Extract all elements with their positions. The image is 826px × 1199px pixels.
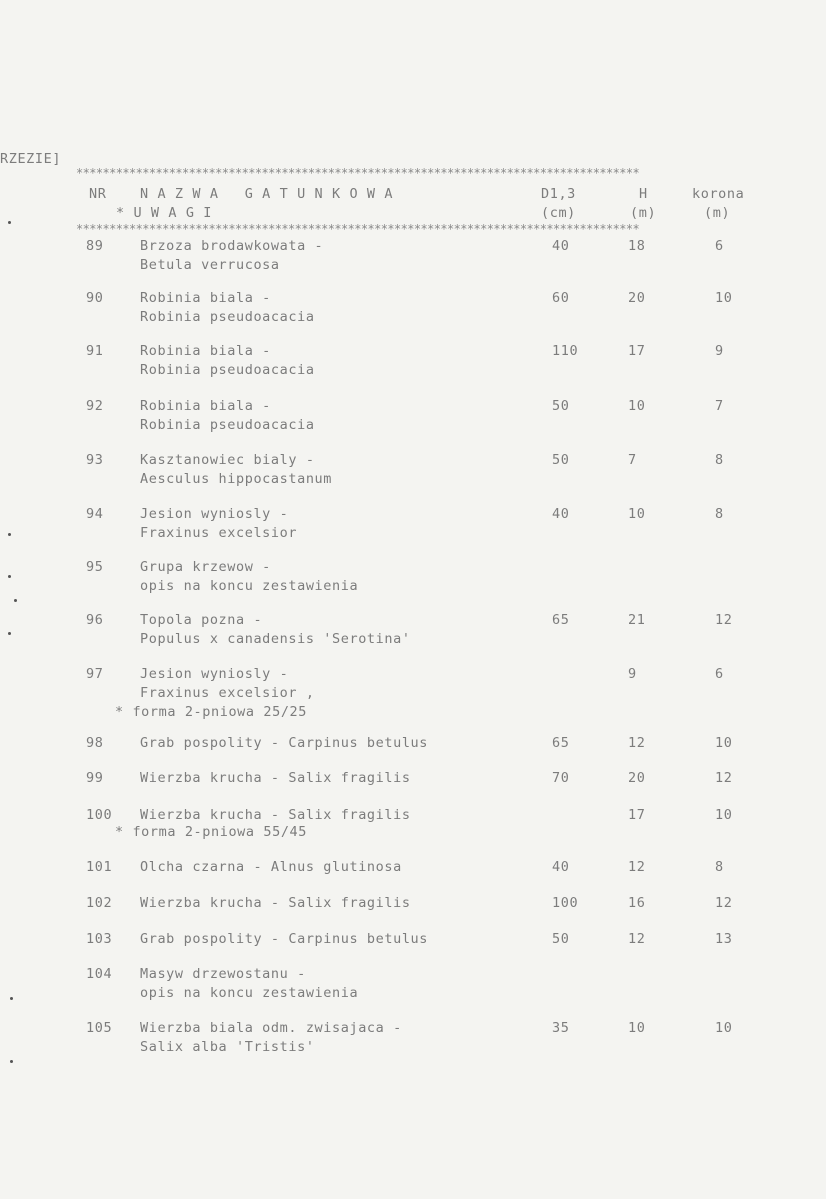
row-uwagi: * forma 2-pniowa 55/45 bbox=[115, 824, 308, 840]
row-nr: 101 bbox=[86, 859, 113, 875]
row-korona: 10 bbox=[715, 735, 733, 751]
header-nr: NR bbox=[89, 186, 107, 202]
row-nr: 94 bbox=[86, 506, 104, 522]
row-d13: 110 bbox=[552, 343, 579, 359]
row-nr: 89 bbox=[86, 238, 104, 254]
row-nr: 93 bbox=[86, 452, 104, 468]
row-nr: 100 bbox=[86, 807, 113, 823]
row-korona: 6 bbox=[715, 666, 724, 682]
row-name: Grab pospolity - Carpinus betulus bbox=[140, 735, 429, 751]
scan-speck bbox=[8, 533, 11, 536]
row-korona: 12 bbox=[715, 612, 733, 628]
row-height: 17 bbox=[628, 807, 646, 823]
header-name: N A Z W A G A T U N K O W A bbox=[140, 186, 394, 202]
row-name-latin: opis na koncu zestawienia bbox=[140, 578, 359, 594]
row-nr: 92 bbox=[86, 398, 104, 414]
header-uwagi: * U W A G I bbox=[116, 205, 213, 221]
row-height: 16 bbox=[628, 895, 646, 911]
scan-speck bbox=[8, 221, 11, 224]
row-d13: 100 bbox=[552, 895, 579, 911]
row-nr: 103 bbox=[86, 931, 113, 947]
row-name: Grupa krzewow - bbox=[140, 559, 271, 575]
scan-speck bbox=[8, 575, 11, 578]
header-korona: korona bbox=[692, 186, 745, 202]
row-d13: 70 bbox=[552, 770, 570, 786]
row-d13: 50 bbox=[552, 931, 570, 947]
row-korona: 6 bbox=[715, 238, 724, 254]
row-height: 20 bbox=[628, 290, 646, 306]
row-nr: 102 bbox=[86, 895, 113, 911]
row-d13: 35 bbox=[552, 1020, 570, 1036]
row-height: 12 bbox=[628, 735, 646, 751]
row-height: 10 bbox=[628, 398, 646, 414]
row-name-latin: Salix alba 'Tristis' bbox=[140, 1039, 315, 1055]
row-nr: 90 bbox=[86, 290, 104, 306]
row-height: 17 bbox=[628, 343, 646, 359]
row-name: Robinia biala - bbox=[140, 343, 271, 359]
row-korona: 7 bbox=[715, 398, 724, 414]
row-nr: 99 bbox=[86, 770, 104, 786]
row-nr: 105 bbox=[86, 1020, 113, 1036]
row-nr: 91 bbox=[86, 343, 104, 359]
row-nr: 98 bbox=[86, 735, 104, 751]
row-height: 12 bbox=[628, 859, 646, 875]
header-h: H bbox=[639, 186, 648, 202]
row-name: Wierzba krucha - Salix fragilis bbox=[140, 895, 411, 911]
row-name: Jesion wyniosly - bbox=[140, 666, 289, 682]
row-name: Brzoza brodawkowata - bbox=[140, 238, 324, 254]
row-name-latin: opis na koncu zestawienia bbox=[140, 985, 359, 1001]
row-korona: 8 bbox=[715, 452, 724, 468]
row-name-latin: Populus x canadensis 'Serotina' bbox=[140, 631, 411, 647]
separator-line-top: ************************************************************************************* bbox=[76, 166, 640, 180]
row-korona: 10 bbox=[715, 807, 733, 823]
row-name-latin: Betula verrucosa bbox=[140, 257, 280, 273]
row-korona: 8 bbox=[715, 859, 724, 875]
row-d13: 65 bbox=[552, 612, 570, 628]
row-d13: 40 bbox=[552, 506, 570, 522]
row-name-latin: Aesculus hippocastanum bbox=[140, 471, 333, 487]
row-korona: 12 bbox=[715, 895, 733, 911]
row-korona: 10 bbox=[715, 1020, 733, 1036]
row-name: Kasztanowiec bialy - bbox=[140, 452, 315, 468]
row-height: 12 bbox=[628, 931, 646, 947]
row-name-latin: Fraxinus excelsior , bbox=[140, 685, 315, 701]
row-name: Wierzba biala odm. zwisajaca - bbox=[140, 1020, 402, 1036]
row-name: Masyw drzewostanu - bbox=[140, 966, 306, 982]
row-nr: 95 bbox=[86, 559, 104, 575]
header-korona-unit: (m) bbox=[704, 205, 731, 221]
row-name-latin: Robinia pseudoacacia bbox=[140, 417, 315, 433]
scan-speck bbox=[8, 632, 11, 635]
row-nr: 97 bbox=[86, 666, 104, 682]
row-height: 9 bbox=[628, 666, 637, 682]
row-height: 20 bbox=[628, 770, 646, 786]
row-name: Grab pospolity - Carpinus betulus bbox=[140, 931, 429, 947]
row-height: 18 bbox=[628, 238, 646, 254]
row-name-latin: Robinia pseudoacacia bbox=[140, 309, 315, 325]
page-heading-fragment: RZEZIE] bbox=[0, 151, 62, 167]
row-uwagi: * forma 2-pniowa 25/25 bbox=[115, 704, 308, 720]
row-korona: 12 bbox=[715, 770, 733, 786]
row-nr: 96 bbox=[86, 612, 104, 628]
row-name: Wierzba krucha - Salix fragilis bbox=[140, 770, 411, 786]
scan-speck bbox=[10, 997, 13, 1000]
row-name: Topola pozna - bbox=[140, 612, 263, 628]
row-height: 10 bbox=[628, 506, 646, 522]
row-d13: 50 bbox=[552, 398, 570, 414]
scan-speck bbox=[14, 599, 17, 602]
header-d13: D1,3 bbox=[541, 186, 576, 202]
row-name-latin: Robinia pseudoacacia bbox=[140, 362, 315, 378]
row-name: Jesion wyniosly - bbox=[140, 506, 289, 522]
row-korona: 13 bbox=[715, 931, 733, 947]
row-d13: 65 bbox=[552, 735, 570, 751]
header-d13-unit: (cm) bbox=[541, 205, 576, 221]
scan-speck bbox=[10, 1060, 13, 1063]
row-name: Olcha czarna - Alnus glutinosa bbox=[140, 859, 402, 875]
row-name-latin: Fraxinus excelsior bbox=[140, 525, 298, 541]
separator-line-bottom: ************************************************************************************* bbox=[76, 222, 640, 236]
row-korona: 10 bbox=[715, 290, 733, 306]
row-d13: 50 bbox=[552, 452, 570, 468]
row-korona: 8 bbox=[715, 506, 724, 522]
row-korona: 9 bbox=[715, 343, 724, 359]
row-d13: 40 bbox=[552, 238, 570, 254]
row-name: Robinia biala - bbox=[140, 398, 271, 414]
row-d13: 60 bbox=[552, 290, 570, 306]
row-name: Robinia biala - bbox=[140, 290, 271, 306]
header-h-unit: (m) bbox=[630, 205, 657, 221]
row-height: 10 bbox=[628, 1020, 646, 1036]
row-height: 21 bbox=[628, 612, 646, 628]
row-nr: 104 bbox=[86, 966, 113, 982]
row-name: Wierzba krucha - Salix fragilis bbox=[140, 807, 411, 823]
row-d13: 40 bbox=[552, 859, 570, 875]
row-height: 7 bbox=[628, 452, 637, 468]
